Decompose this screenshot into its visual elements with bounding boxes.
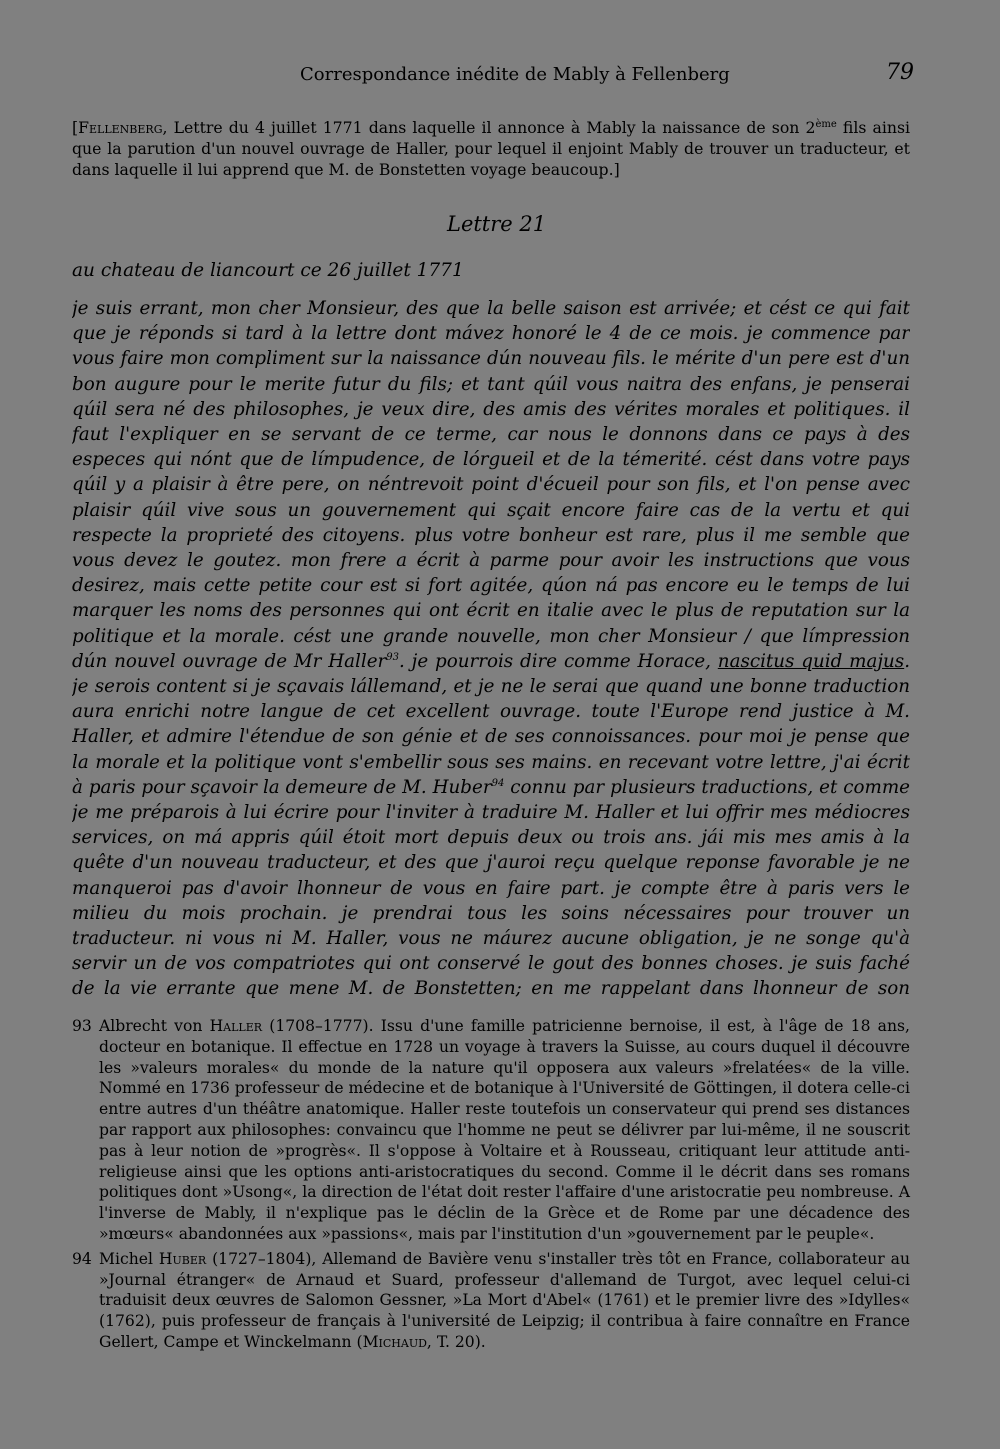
footnote-name: Huber	[158, 1249, 207, 1268]
footnote-94	[72, 1249, 910, 1353]
page-number: 79	[886, 60, 914, 85]
letter-title: Lettre 21	[447, 212, 547, 236]
footnote-source: Michaud	[362, 1332, 427, 1351]
footnote-93	[72, 1016, 910, 1245]
footnote-text-rest: (1727–1804), Allemand de Bavière venu s'installer très tôt en France, collaborateur au »Journal étranger« de Arnaud et Suard, professeur d'allemand de Turgot, avec lequel celui-ci traduisit deux œuvres de Salomon Gessner, »La Mort d'Abel« (1761) et le premier livre des »Idylles« (1762), puis professeur de français à l'université de Leipzig; il contribua à faire connaître en France Gellert, Campe et Winckelmann (	[99, 1249, 910, 1351]
footnote-ref-94[interactable]: 94	[491, 777, 505, 789]
footnote-ref-93[interactable]: 93	[386, 651, 400, 663]
letter-text-4: connu par plusieurs traductions, et comme je me préparois à lui écrire pour l'inviter à traduire M. Haller et lui offrir mes médiocres services, on má appris qúil étoit mort depuis deux ou trois ans. jái mis mes amis à la quête d'un nouveau traducteur, et des que j'auroi reçu quelque reponse favorable je ne manqueroi pas d'avoir lhonneur de vous en faire part. je compte être à paris vers le milieu du mois prochain. je prendrai tous les soins nécessaires pour trouver un traducteur. ni vous ni M. Haller, vous ne máurez aucune obligation, je ne songe qu'à servir un de vos compatriotes qui ont conservé le gout des bonnes choses. je suis faché de la vie errante que mene M. de Bonstetten; en me rappelant dans lhonneur de son	[72, 776, 910, 1000]
summary-superscript: ème	[815, 118, 837, 130]
summary-text-part2: fils ainsi que la parution d'un nouvel ouvrage de Haller, pour lequel il enjoint Mably de trouver un traducteur, et dans laquelle il lui apprend que M. de Bonstetten voyage beaucoup.]	[72, 118, 911, 179]
footnote-name: Haller	[209, 1017, 263, 1035]
summary-author: Fellenberg	[78, 118, 163, 137]
letter-text-2: . je pourrois dire comme Horace,	[399, 650, 718, 672]
footnote-text-tail: , T. 20).	[426, 1332, 486, 1351]
letter-dateline: au chateau de liancourt ce 26 juillet 1771	[72, 260, 464, 281]
footnote-number: 93	[72, 1017, 92, 1035]
latin-quote: nascitus quid majus	[717, 650, 905, 672]
letter-text-3: . je serois content si je sçavais lállemand, et je ne le serai que quand une bonne traduction aura enrichi notre langue de cet excellent ouvrage. toute l'Europe rend justice à M. Haller, et admire l'étendue de son génie et de ses connoissances. pour moi je pense que la morale et la politique vont s'embellir sous ses mains. en recevant votre lettre, j'ai écrit à paris pour sçavoir la demeure de M. Huber	[72, 650, 910, 798]
letter-paragraph	[72, 296, 910, 1002]
footnote-text-start: Michel	[99, 1249, 159, 1268]
summary-text-part1: , Lettre du 4 juillet 1771 dans laquelle il annonce à Mably la naissance de son 2	[162, 118, 816, 137]
footnote-text-rest: (1708–1777). Issu d'une famille patricienne bernoise, il est, à l'âge de 18 ans, docteur en botanique. Il effectue en 1728 un voyage à travers la Suisse, au cours duquel il découvre les »valeurs morales« du monde de la nature qu'il opposera aux valeurs »frelatées« de la ville. Nommé en 1736 professeur de médecine et de botanique à l'Université de Göttingen, il dotera celle-ci entre autres d'un théâtre anatomique. Haller reste toutefois un conservateur qui prend ses distances par rapport aux philosophes: convaincu que l'homme ne peut se délivrer par lui-même, il ne souscrit pas à leur notion de »progrès«. Il s'oppose à Voltaire et à Rousseau, critiquant leur attitude anti-religieuse ainsi que les options anti-aristocratiques du second. Comme il le décrit dans ses romans politiques dont »Usong«, la direction de l'état doit rester l'affaire d'une aristocratie peu nombreuse. A l'inverse de Mably, il n'explique pas le déclin de la Grèce et de Rome par une décadence des »mœurs« abandonnées aux »passions«, mais par l'institution d'un »gouvernement par le peuple«.	[99, 1017, 910, 1243]
running-head-title: Correspondance inédite de Mably à Fellenberg	[300, 64, 730, 85]
footnote-text-start: Albrecht von	[99, 1017, 210, 1035]
letter-summary	[72, 117, 910, 180]
letter-body	[72, 296, 910, 1002]
footnotes	[72, 1016, 910, 1353]
summary-open-bracket: [	[72, 118, 79, 137]
letter-text-1: je suis errant, mon cher Monsieur, des que la belle saison est arrivée; et cést ce qui fait que je réponds si tard à la lettre dont mávez honoré le 4 de ce mois. je commence par vous faire mon compliment sur la naissance dún nouveau fils. le mérite d'un pere est d'un bon augure pour le merite futur du fils; et tant qúil vous naitra des enfans, je penserai qúil sera né des philosophes, je veux dire, des amis des vérites morales et politiques. il faut l'expliquer en se servant de ce terme, car nous le donnons dans ce pays à des especes qui nónt que de límpudence, de lórgueil et de la témerité. cést dans votre pays qúil y a plaisir à être pere, on néntrevoit point d'écueil pour son fils, et l'on pense avec plaisir qúil vive sous un gouvernement qui sçait encore faire cas de la vertu et qui respecte la proprieté des citoyens. plus votre bonheur est rare, plus il me semble que vous devez le goutez. mon frere a écrit à parme pour avoir les instructions que vous desirez, mais cette petite cour est si fort agitée, qúon ná pas encore eu le temps de lui marquer les noms des personnes qui ont écrit en italie avec le plus de reputation sur la politique et la morale. cést une grande nouvelle, mon cher Monsieur / que límpression dún nouvel ouvrage de Mr Haller	[72, 298, 910, 672]
footnote-number: 94	[72, 1249, 92, 1268]
running-head	[0, 60, 1000, 90]
